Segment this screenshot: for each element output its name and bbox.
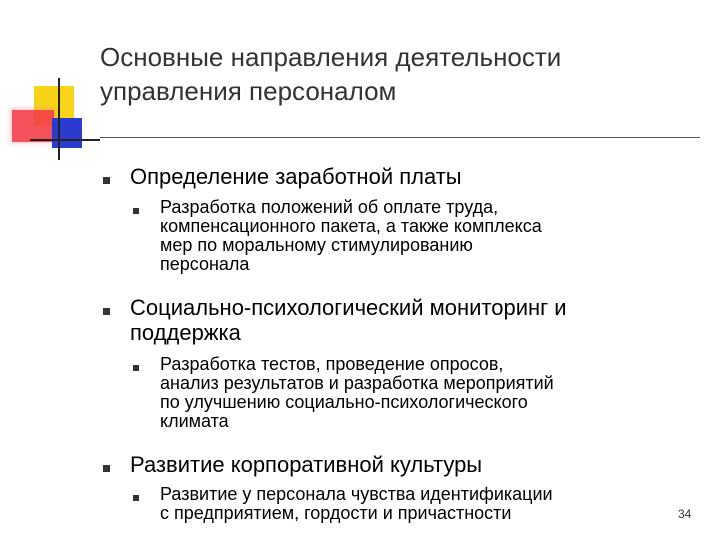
list-item-text: Социально-психологический мониторинг и bbox=[130, 295, 567, 320]
slide-title-line: Основные направления деятельности bbox=[100, 42, 562, 72]
sub-item-line: по улучшению социально-психологического bbox=[160, 392, 528, 412]
sub-bullet-square-icon bbox=[133, 495, 139, 501]
sub-item-line: компенсационного пакета, а также комплекса bbox=[160, 216, 542, 236]
sub-item-salary bbox=[160, 198, 700, 274]
slide-title bbox=[100, 40, 700, 108]
title-underline bbox=[100, 137, 700, 138]
sub-item-line: Разработка положений об оплате труда, bbox=[160, 197, 499, 217]
bullet-square-icon bbox=[103, 465, 110, 472]
list-item-text: Определение заработной платы bbox=[130, 164, 462, 189]
list-item-culture bbox=[130, 452, 700, 477]
decor-horizontal-line bbox=[30, 139, 100, 141]
slide-title-line: управления персоналом bbox=[100, 76, 397, 106]
sub-item-line: персонала bbox=[160, 254, 250, 274]
decor-blue-square bbox=[52, 118, 82, 148]
list-item-salary bbox=[130, 164, 700, 189]
bullet-square-icon bbox=[103, 177, 110, 184]
sub-bullet-square-icon bbox=[133, 208, 139, 214]
sub-item-monitoring bbox=[160, 355, 700, 431]
list-item-text: Развитие корпоративной культуры bbox=[130, 452, 483, 477]
sub-item-line: Разработка тестов, проведение опросов, bbox=[160, 354, 504, 374]
sub-item-line: Развитие у персонала чувства идентификации bbox=[160, 484, 553, 504]
sub-item-culture bbox=[160, 485, 700, 523]
list-item-text: поддержка bbox=[130, 320, 241, 345]
bullet-square-icon bbox=[103, 308, 110, 315]
sub-item-line: климата bbox=[160, 411, 229, 431]
list-item-monitoring bbox=[130, 295, 700, 345]
sub-item-line: анализ результатов и разработка мероприятий bbox=[160, 373, 554, 393]
decor-vertical-line bbox=[58, 78, 60, 160]
slide-number: 34 bbox=[678, 507, 692, 521]
sub-bullet-square-icon bbox=[133, 365, 139, 371]
sub-item-line: с предприятием, гордости и причастности bbox=[160, 503, 512, 523]
sub-item-line: мер по моральному стимулированию bbox=[160, 235, 473, 255]
decor-red-square bbox=[12, 110, 54, 142]
